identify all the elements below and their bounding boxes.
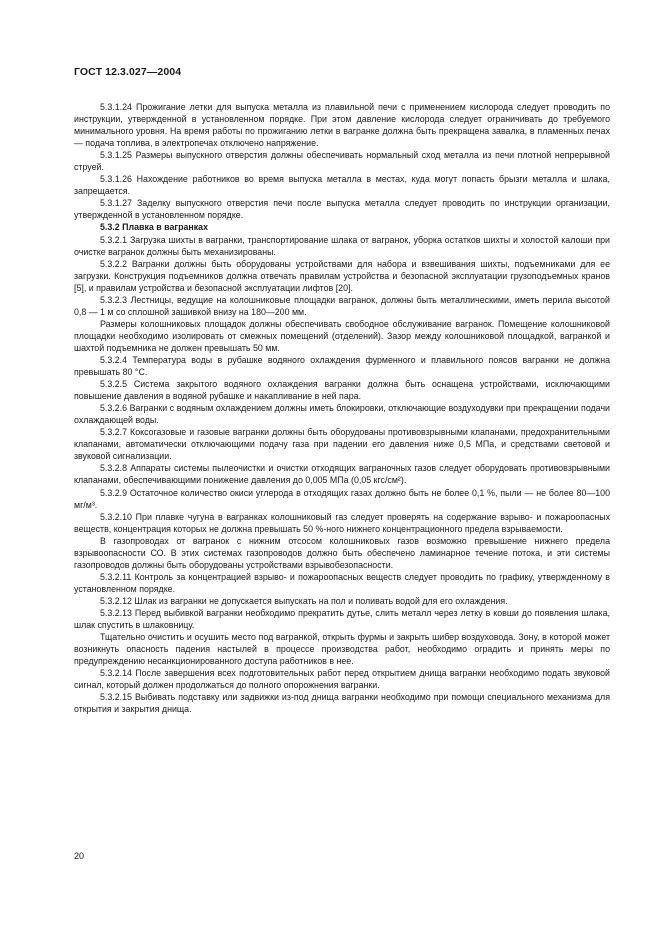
- document-body: [74, 101, 610, 715]
- paragraph-5-3-2-11: 5.3.2.11 Контроль за концентрацией взрыво- и пожароопасных веществ следует проводить по графику, утвержденному в установленном порядке.: [74, 571, 610, 594]
- paragraph-5-3-2-3: 5.3.2.3 Лестницы, ведущие на колошниковые площадки вагранок, должны быть металлическими, иметь перила высотой 0,8 — 1 м со сплошной зашивкой внизу на 180—200 мм.: [74, 294, 610, 317]
- paragraph-5-3-2-5: 5.3.2.5 Система закрытого водяного охлаждения вагранки должна быть оснащена устройствами, исключающими повышение давления в водяной рубашке и накапливание в ней пара.: [74, 379, 610, 402]
- paragraph-5-3-2-7: 5.3.2.7 Коксогазовые и газовые вагранки должны быть оборудованы противовзрывными клапанами, предохранительными клапанами, автоматически отключающими подачу газа при падении его давления ниже 0,5 МПа, и средствами световой и звуковой сигнализации.: [74, 427, 610, 462]
- paragraph-5-3-1-27: 5.3.1.27 Заделку выпускного отверстия печи после выпуска металла следует проводить по инструкции организации, утвержденной в установленном порядке.: [74, 198, 610, 221]
- paragraph-5-3-2-13: 5.3.2.13 Перед выбивкой вагранки необходимо прекратить дутье, слить металл через летку в ковши до появления шлака, шлак спустить в шлаковницу.: [74, 607, 610, 631]
- page-number: 20: [74, 851, 85, 861]
- paragraph-5-3-2-3-continued: Размеры колошниковых площадок должны обеспечивать свободное обслуживание вагранок. Помещение колошниковой площадки необходимо изолировать от смежных помещений (отделений). Зазор между колошниковой площадкой, вагранкой и шахтой подъемника не должен превышать 50 мм.: [74, 318, 610, 353]
- paragraph-5-3-2-4: 5.3.2.4 Температура воды в рубашке водяного охлаждения фурменного и плавильного поясов вагранки не должна превышать 80 °С.: [74, 354, 610, 378]
- standard-header: ГОСТ 12.3.027—2004: [74, 66, 182, 78]
- paragraph-5-3-2-14: 5.3.2.14 После завершения всех подготовительных работ перед открытием днища вагранки необходимо подать звуковой сигнал, который должен продолжаться до полного опорожнения вагранки.: [74, 668, 610, 691]
- paragraph-5-3-2-13-continued: Тщательно очистить и осушить место под вагранкой, открыть фурмы и закрыть шибер воздуховода. Зону, в которой может возникнуть опасность падения настылей в процессе производства работ, необходимо оградить и принять меры по предупреждению несанкционированного доступа работников в нее.: [74, 632, 610, 667]
- paragraph-5-3-2-1: 5.3.2.1 Загрузка шихты в вагранки, транспортирование шлака от вагранок, уборка остатков шихты и холостой калоши при очистке вагранок должны быть механизированы.: [74, 234, 610, 257]
- paragraph-5-3-2-6: 5.3.2.6 Вагранки с водяным охлаждением должны иметь блокировки, отключающие воздуходувки при прекращении подачи охлаждающей воды.: [74, 403, 610, 426]
- paragraph-5-3-2-10-continued: В газопроводах от вагранок с нижним отсосом колошниковых газов возможно превышение нижнего предела взрывоопасности СО. В этих системах газопроводов должно быть обеспечено ламинарное течение потока, и эти системы газопроводов должны быть оборудованы устройствами взрывобезопасности.: [74, 535, 610, 570]
- paragraph-5-3-1-25: 5.3.1.25 Размеры выпускного отверстия должны обеспечивать нормальный сход металла из печи плотной непрерывной струей.: [74, 150, 610, 173]
- paragraph-5-3-2-15: 5.3.2.15 Выбивать подставку или задвижки из-под днища вагранки необходимо при помощи специального механизма для открытия и закрытия днища.: [74, 692, 610, 715]
- paragraph-5-3-2-12: 5.3.2.12 Шлак из вагранки не допускается выпускать на пол и поливать водой для его охлаждения.: [100, 595, 508, 606]
- paragraph-5-3-2-10: 5.3.2.10 При плавке чугуна в вагранках колошниковый газ следует проверять на содержание взрыво- и пожароопасных веществ, концентрация которых не должна превышать 50 %-ного нижнего концентрационного предела взрываемости.: [74, 511, 610, 534]
- paragraph-5-3-2-2: 5.3.2.2 Вагранки должны быть оборудованы устройствами для набора и взвешивания шихты, подъемниками для ее загрузки. Конструкция подъемников должна отвечать правилам устройства и безопасной эксплуатации грузоподъемных кранов [5], и правилам устройства и безопасной эксплуатации лифтов [20].: [74, 258, 610, 293]
- paragraph-5-3-2-8: 5.3.2.8 Аппараты системы пылеочистки и очистки отходящих ваграночных газов следует оборудовать противовзрывными клапанами, обеспечивающими понижение давления до 0,005 МПа (0,05 кгс/см²).: [74, 463, 610, 486]
- section-heading-5-3-2: 5.3.2 Плавка в вагранках: [100, 222, 208, 233]
- paragraph-5-3-1-24: 5.3.1.24 Прожигание летки для выпуска металла из плавильной печи с применением кислорода следует проводить по инструкции, утвержденной в установленном порядке. При этом давление кислорода следует ограничивать до требуемого минимального уровня. На время работы по прожиганию летки в вагранке должна быть прекращена завалка, в пламенных печах — подача топлива, в электропечах отключено напряжение.: [74, 102, 610, 149]
- paragraph-5-3-2-9: 5.3.2.9 Остаточное количество окиси углерода в отходящих газах должно быть не более 0,1 %, пыли — не более 80—100 мг/м³.: [74, 487, 610, 510]
- paragraph-5-3-1-26: 5.3.1.26 Нахождение работников во время выпуска металла в местах, куда могут попасть брызги металла и шлака, запрещается.: [74, 174, 610, 197]
